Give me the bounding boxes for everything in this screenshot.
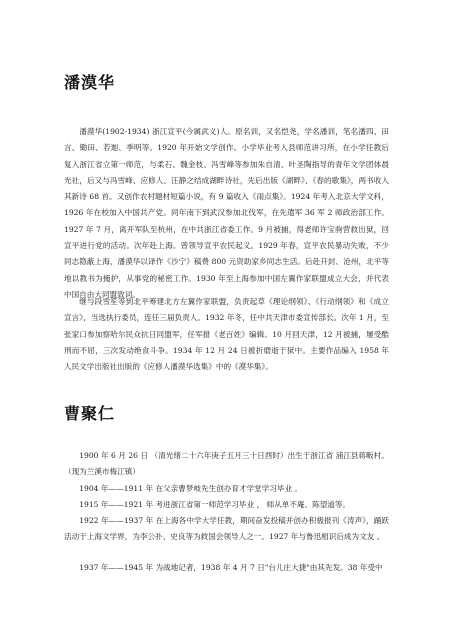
chronology-entry: 1922 年——1937 年 在上海各中学大学任教，期间奋发投稿并创办积极报刊《涛声》，踊跃活动于上海文学界，为李公扑、史良等为救国会领导人之一。1927 年与鲁迅相识后成为文友 。 [64,516,389,542]
chronology-entry: 1915 年——1921 年 考进浙江省第一师范学习毕业 ， 师从单不庵、陈望道等。 [79,500,351,509]
chronology-entry: 1904 年——1911 年 在父亲曹梦岐先生创办育才学堂学习毕业 。 [79,484,303,493]
section-title-cao-juren: 曹聚仁 [64,404,116,423]
section-title-pan-mohua: 潘漠华 [64,73,116,92]
biography-paragraph: 继与段雪笙等到北平筹建北方左翼作家联盟，负责起草《理论纲领》、《行动纲领》和《成立宣言》，当选执行委员，连任三届负责人。1932 年冬，任中共天津市委宣传部长。次年 1 月，至张家口参加察哈尔民众抗日同盟军，任军报《老百姓》编辑。10 月回天津，12 月被捕，屡受酷刑而不屈，三次发动绝食斗争。1934 年 12 月 24 日被折磨逝于狱中。主要作品编入 1958 年人民文学出版社出版的《应修人潘漠华选集》中的《漠华集》。 [64,297,389,372]
chronology-entry: 1900 年 6 月 26 日 （清光绪二十六年庚子五月三十日酉时）出生于浙江省 浦江县蒋畈村。（现为兰溪市梅江镇） [64,451,389,477]
biography-paragraph: 潘漠华(1902-1934) 浙江宣平(今属武义)人。原名训，又名恺尧，学名潘训，笔名潘四、田言、锄田、若迦、季明等。1920 年开始文学创作。小学毕业考入县师范讲习所，在小学任教后复入浙江省立第一师范，与柔石、魏金枝、冯雪峰等参加朱自清、叶圣陶指导的青年文学团体晨光社，后又与冯雪峰、应修人、汪静之结成湖畔诗社，先后出版《湖畔》、《春的歌集》，两书收入其新诗 68 首。又创作农村题材短篇小说，有 9 篇收入《雨点集》。1924 年考入北京大学文科，1926 年在校加入中国共产党。同年南下到武汉参加北伐军，在先遣军 36 军 2 师政治部工作。1927 年 7 月，离开军队至杭州，在中共浙江省委工作。9 月被捕，得老师许宝驹营救出狱，回宣平进行党的活动。次年赴上海。曾领导宣平农民起义。1929 年春，宣平农民暴动失败，不少同志隐蔽上海，潘漠华以译作《沙宁》稿费 800 元资助家乡同志生活。后赴开封、沧州，北平等地以教书为掩护，从事党的秘密工作。1930 年至上海参加中国左翼作家联盟成立大会，并代表中国自由大同盟致词。 [64,127,389,299]
chronology-entry: 1937 年——1945 年 为战地记者，1938 年 4 月 7 日"台儿庄大捷"由其先发。38 年受中 [79,563,383,572]
